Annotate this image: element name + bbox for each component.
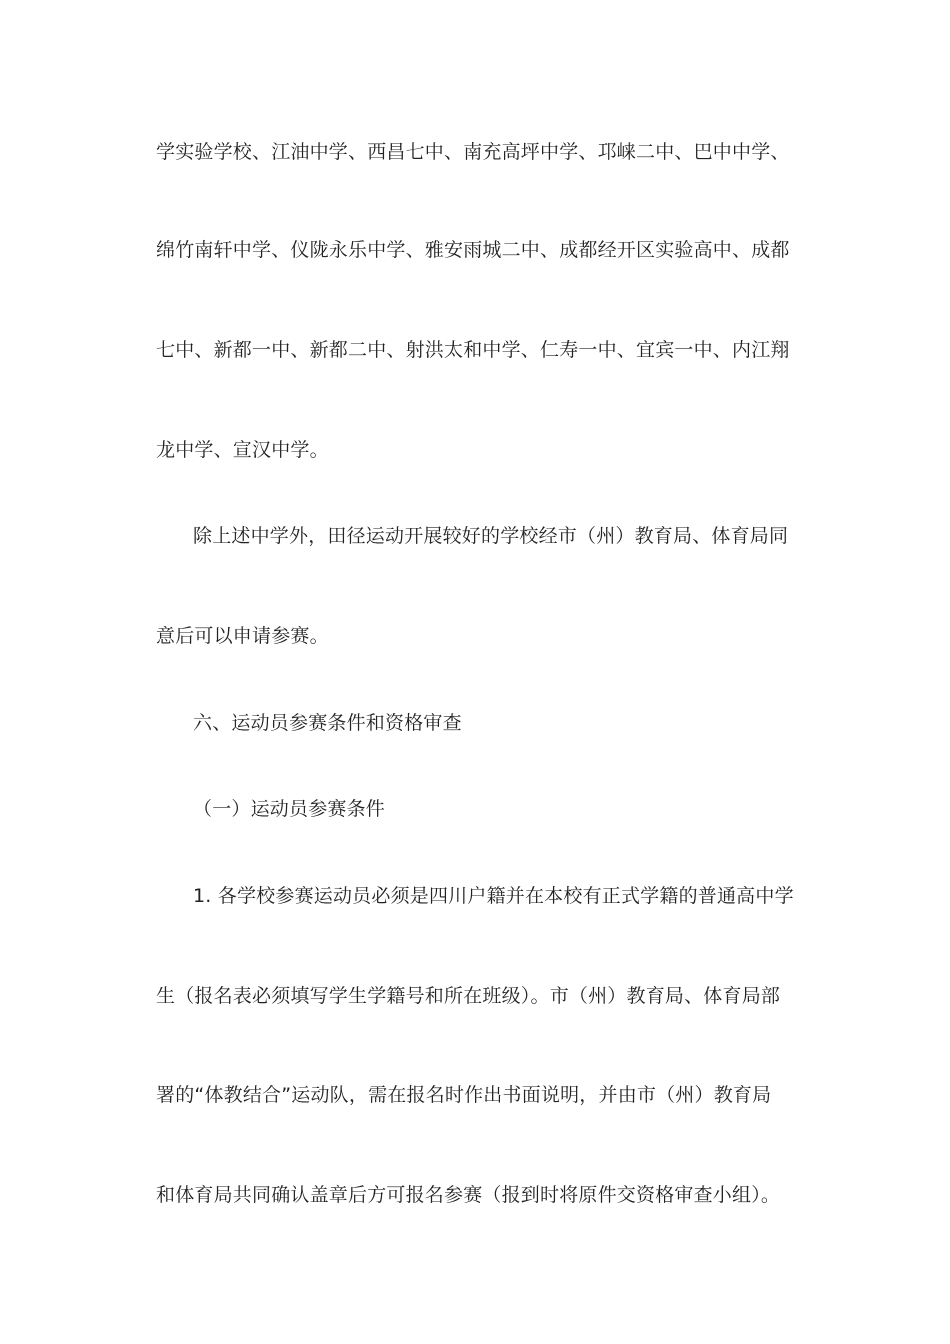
- text-line: 绵竹南轩中学、仪陇永乐中学、雅安雨城二中、成都经开区实验高中、成都: [156, 239, 790, 261]
- paragraph-start-line: 1. 各学校参赛运动员必须是四川户籍并在本校有正式学籍的普通高中学: [193, 885, 794, 907]
- text-line: 学实验学校、江油中学、西昌七中、南充高坪中学、邛崃二中、巴中中学、: [156, 141, 790, 163]
- paragraph-start-line: 除上述中学外，田径运动开展较好的学校经市（州）教育局、体育局同: [193, 525, 789, 547]
- text-line: 生（报名表必须填写学生学籍号和所在班级）。市（州）教育局、体育局部: [156, 985, 781, 1007]
- subsection-heading: （一）运动员参赛条件: [193, 798, 386, 820]
- text-line: 龙中学、宣汉中学。: [156, 439, 329, 461]
- text-line: 署的“体教结合”运动队，需在报名时作出书面说明，并由市（州）教育局: [156, 1084, 772, 1106]
- section-heading: 六、运动员参赛条件和资格审查: [193, 712, 462, 734]
- text-line: 和体育局共同确认盖章后方可报名参赛（报到时将原件交资格审查小组）。: [156, 1184, 781, 1206]
- text-line: 意后可以申请参赛。: [156, 625, 329, 647]
- text-line: 七中、新都一中、新都二中、射洪太和中学、仁寿一中、宜宾一中、内江翔: [156, 339, 790, 361]
